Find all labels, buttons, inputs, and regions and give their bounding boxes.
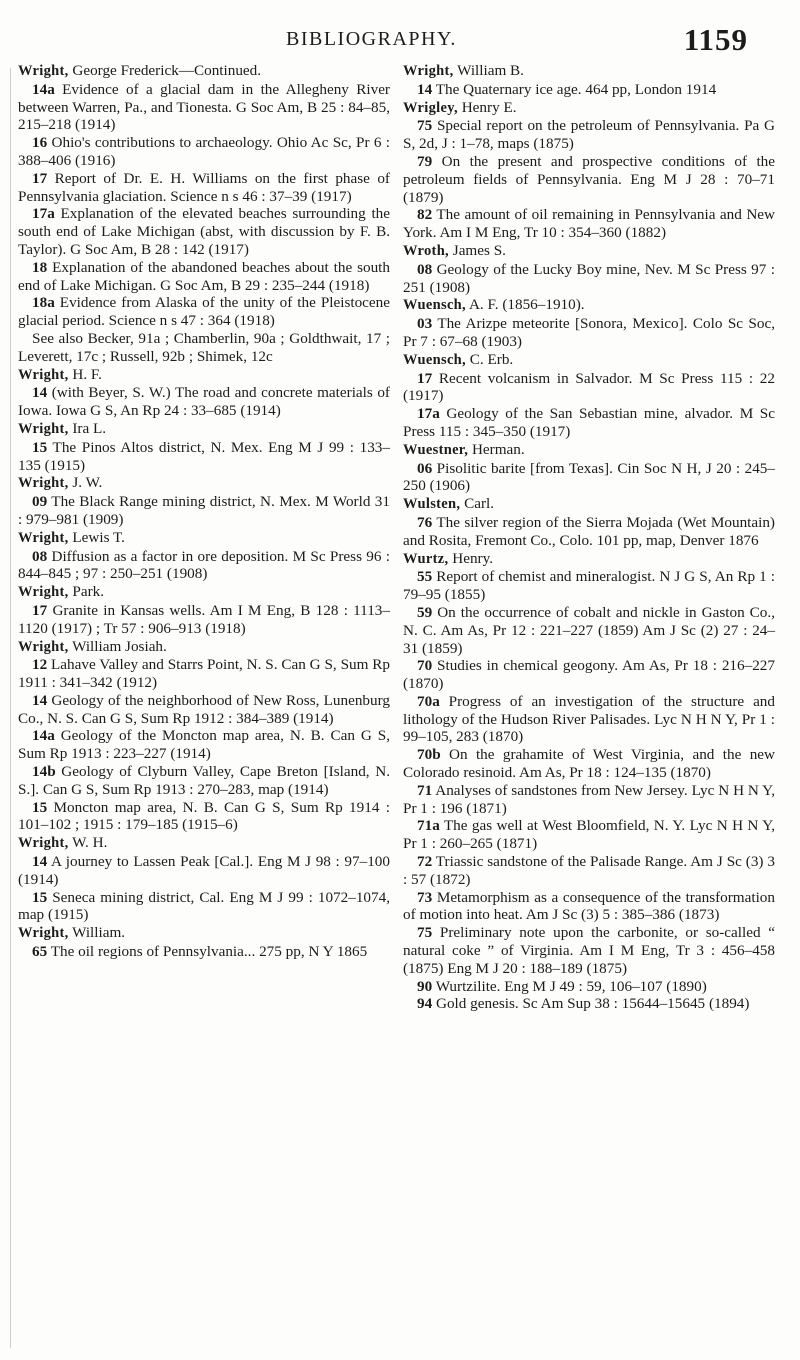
entry-text: Progress of an investigation of the structure and lithology of the Hudson River Palisades. Lyc N H N Y, Pr 1 : 99–105, 283 (1870) — [403, 692, 775, 746]
entry-text: Evidence of a glacial dam in the Allegheny River between Warren, Pa., and Tionesta. G Soc Am, B 25 : 84–85, 215–218 (1914) — [18, 80, 390, 134]
author-name: Wuestner, — [403, 441, 469, 458]
entry-number: 70a — [417, 692, 440, 710]
bibliography-entry — [403, 370, 775, 406]
author-heading — [18, 529, 390, 548]
entry-number: 75 — [417, 117, 433, 135]
entry-text: Geology of the Lucky Boy mine, Nev. M Sc Press 97 : 251 (1908) — [403, 260, 775, 296]
author-heading — [18, 924, 390, 943]
entry-number: 72 — [417, 853, 433, 871]
entry-number: 76 — [417, 513, 433, 531]
entry-text: Wurtzilite. Eng M J 49 : 59, 106–107 (1890) — [432, 977, 707, 995]
entry-text: The Arizpe meteorite [Sonora, Mexico]. Colo Sc Soc, Pr 7 : 67–68 (1903) — [403, 315, 775, 350]
entry-text: The Quaternary ice age. 464 pp, London 1914 — [432, 80, 717, 98]
entry-number: 17 — [32, 601, 48, 619]
author-name: Wulsten, — [403, 496, 461, 513]
entry-text: Report of Dr. E. H. Williams on the first phase of Pennsylvania glaciation. Science n s 46 : 37–39 (1917) — [18, 169, 390, 205]
bibliography-entry — [18, 259, 390, 295]
author-name: Wright, — [403, 63, 454, 79]
entry-number: 15 — [32, 798, 48, 816]
entry-number: 14b — [32, 763, 56, 781]
bibliography-entry — [403, 924, 775, 977]
entry-text: Special report on the petroleum of Pennsylvania. Pa G S, 2d, J : 1–78, maps (1875) — [403, 117, 775, 153]
entry-text: A journey to Lassen Peak [Cal.]. Eng M J 98 : 97–100 (1914) — [18, 853, 390, 888]
entry-text: On the present and prospective conditions of the petroleum fields of Pennsylvania. Eng M J 28 : 70–71 (1879) — [403, 152, 775, 206]
author-heading — [18, 583, 390, 602]
author-detail: Carl. — [460, 495, 495, 513]
author-detail: Park. — [68, 583, 105, 601]
bibliography-entry — [403, 693, 775, 746]
author-detail: Herman. — [468, 440, 525, 458]
author-detail: William Josiah. — [68, 637, 167, 655]
entry-number: 71 — [417, 781, 433, 799]
bibliography-entry — [403, 817, 775, 853]
entry-number: 71a — [417, 817, 440, 835]
author-heading — [403, 441, 775, 460]
entry-number: 65 — [32, 943, 48, 961]
bibliography-entry — [403, 853, 775, 889]
author-heading — [403, 296, 775, 315]
entry-number: 90 — [417, 977, 433, 995]
entry-text: Seneca mining district, Cal. Eng M J 99 : 1072–1074, map (1915) — [18, 888, 390, 924]
entry-text: The amount of oil remaining in Pennsylvania and New York. Am I M Eng, Tr 10 : 354–360 (1882) — [403, 206, 775, 242]
bibliography-entry — [18, 548, 390, 584]
entry-text: Geology of the neighborhood of New Ross, Lunenburg Co., N. S. Can G S, Sum Rp 1912 : 384–389 (1914) — [18, 691, 390, 727]
entry-text: The Black Range mining district, N. Mex. M World 31 : 979–981 (1909) — [18, 493, 390, 528]
entry-text: Ohio's contributions to archaeology. Ohio Ac Sc, Pr 6 : 388–406 (1916) — [18, 134, 390, 169]
entry-number: 73 — [417, 888, 433, 906]
entry-text: Preliminary note upon the carbonite, or so-called “ natural coke ” of Virginia. Am I M Eng, Tr 3 : 456–458 (1875) Eng M J 20 : 188–189 (1875) — [403, 924, 775, 977]
entry-text: Report of chemist and mineralogist. N J G S, An Rp 1 : 79–95 (1855) — [403, 568, 775, 604]
right-column — [403, 62, 775, 1013]
author-heading — [18, 62, 390, 81]
bibliography-entry — [18, 656, 390, 692]
bibliography-entry — [403, 405, 775, 441]
bibliography-entry — [403, 746, 775, 782]
bibliography-entry — [18, 205, 390, 258]
entry-number: 79 — [417, 152, 433, 170]
entry-number: 15 — [32, 888, 48, 906]
entry-number: 75 — [417, 924, 433, 942]
bibliography-entry — [18, 493, 390, 529]
author-name: Wuensch, — [403, 297, 466, 314]
entry-text: The oil regions of Pennsylvania... 275 pp, N Y 1865 — [47, 943, 368, 961]
author-name: Wright, — [18, 638, 69, 655]
entry-number: 15 — [32, 438, 48, 456]
bibliography-entry — [403, 782, 775, 818]
bibliography-entry — [18, 943, 390, 961]
bibliography-entry — [18, 384, 390, 420]
bibliography-entry — [403, 315, 775, 351]
author-name: Wright, — [18, 475, 69, 492]
author-name: Wright, — [18, 835, 69, 852]
entry-number: 55 — [417, 568, 433, 586]
see-also-note — [18, 330, 390, 366]
author-detail: George Frederick—Continued. — [68, 62, 262, 79]
left-column — [18, 62, 390, 961]
entry-number: 14 — [32, 384, 48, 402]
bibliography-entry — [403, 995, 775, 1013]
author-name: Wurtz, — [403, 550, 449, 567]
author-detail: Ira L. — [68, 419, 107, 437]
entry-number: 94 — [417, 995, 433, 1013]
author-name: Wright, — [18, 420, 69, 437]
bibliography-entry — [403, 117, 775, 153]
author-heading — [18, 420, 390, 439]
entry-number: 18 — [32, 258, 48, 276]
bibliography-entry — [18, 294, 390, 330]
author-name: Wuensch, — [403, 351, 466, 368]
author-name: Wroth, — [403, 242, 449, 259]
bibliography-entry — [403, 153, 775, 206]
bibliography-entry — [18, 602, 390, 638]
entry-number: 70 — [417, 657, 433, 675]
entry-text: Diffusion as a factor in ore deposition. M Sc Press 96 : 844–845 ; 97 : 250–251 (1908) — [18, 547, 390, 583]
entry-text: Recent volcanism in Salvador. M Sc Press 115 : 22 (1917) — [403, 369, 775, 405]
bibliography-entry — [18, 692, 390, 728]
entry-number: 18a — [32, 294, 55, 312]
author-detail: Lewis T. — [68, 528, 125, 546]
bibliography-entry — [18, 727, 390, 763]
bibliography-entry — [18, 170, 390, 206]
entry-number: 16 — [32, 134, 48, 152]
entry-number: 09 — [32, 493, 48, 511]
entry-number: 14 — [417, 80, 433, 98]
entry-number: 17a — [417, 405, 440, 423]
author-name: Wright, — [18, 529, 69, 546]
bibliography-entry — [403, 514, 775, 550]
author-name: Wright, — [18, 63, 69, 79]
author-detail: A. F. (1856–1910). — [465, 296, 585, 314]
running-head: BIBLIOGRAPHY. — [286, 28, 457, 50]
entry-number: 59 — [417, 603, 433, 621]
entry-text: Gold genesis. Sc Am Sup 38 : 15644–15645 (1894) — [432, 995, 750, 1013]
bibliography-entry — [18, 763, 390, 799]
entry-number: 17 — [32, 169, 48, 187]
entry-number: 14a — [32, 80, 55, 98]
entry-number: 82 — [417, 206, 433, 224]
entry-text: Geology of the Moncton map area, N. B. Can G S, Sum Rp 1913 : 223–227 (1914) — [18, 727, 390, 763]
author-heading — [18, 366, 390, 385]
bibliography-entry — [18, 799, 390, 835]
entry-number: 17 — [417, 369, 433, 387]
entry-text: The Pinos Altos district, N. Mex. Eng M J 99 : 133–135 (1915) — [18, 438, 390, 474]
bibliography-entry — [18, 889, 390, 925]
entry-number: 12 — [32, 656, 48, 674]
bibliography-entry — [403, 206, 775, 242]
bibliography-entry — [403, 261, 775, 297]
entry-text: On the grahamite of West Virginia, and the new Colorado resinoid. Am As, Pr 18 : 124–135 (1870) — [403, 746, 775, 782]
entry-number: 17a — [32, 205, 55, 223]
entry-text: Evidence from Alaska of the unity of the Pleistocene glacial period. Science n s 47 : 364 (1918) — [18, 294, 390, 330]
bibliography-entry — [403, 978, 775, 996]
page-header — [0, 16, 800, 56]
entry-text: Metamorphism as a consequence of the transformation of motion into heat. Am J Sc (3) 5 : 385–386 (1873) — [403, 888, 775, 924]
author-heading — [403, 550, 775, 569]
author-detail: William B. — [453, 62, 524, 79]
author-detail: William. — [68, 924, 126, 942]
entry-text: The gas well at West Bloomfield, N. Y. Lyc N H N Y, Pr 1 : 260–265 (1871) — [403, 817, 775, 853]
entry-text: Geology of the San Sebastian mine, alvador. M Sc Press 115 : 345–350 (1917) — [403, 405, 775, 440]
bibliography-entry — [403, 460, 775, 496]
author-heading — [403, 99, 775, 118]
entry-text: Pisolitic barite [from Texas]. Cin Soc N H, J 20 : 245–250 (1906) — [403, 459, 775, 495]
entry-text: The silver region of the Sierra Mojada (Wet Mountain) and Rosita, Fremont Co., Colo. 101 pp, map, Denver 1876 — [403, 513, 775, 549]
entry-number: 06 — [417, 459, 433, 477]
entry-text: Lahave Valley and Starrs Point, N. S. Can G S, Sum Rp 1911 : 341–342 (1912) — [18, 656, 390, 692]
bibliography-entry — [403, 657, 775, 693]
entry-text: Moncton map area, N. B. Can G S, Sum Rp 1914 : 101–102 ; 1915 : 179–185 (1915–6) — [18, 798, 390, 834]
bibliography-entry — [403, 604, 775, 657]
entry-text: (with Beyer, S. W.) The road and concrete materials of Iowa. Iowa G S, An Rp 24 : 33–685 (1914) — [18, 384, 390, 420]
bibliography-entry — [403, 568, 775, 604]
author-heading — [18, 638, 390, 657]
author-detail: James S. — [448, 241, 506, 259]
page-number: 1159 — [683, 22, 748, 57]
entry-text: Explanation of the elevated beaches surrounding the south end of Lake Michigan (abst, with discussion by F. B. Taylor). G Soc Am, B 28 : 142 (1917) — [18, 205, 390, 258]
bibliography-entry — [18, 134, 390, 170]
bibliography-entry — [18, 81, 390, 134]
author-heading — [18, 474, 390, 493]
author-detail: Henry E. — [457, 98, 517, 116]
entry-number: 14 — [32, 691, 48, 709]
author-heading — [18, 834, 390, 853]
author-detail: C. Erb. — [465, 350, 514, 368]
entry-text: Explanation of the abandoned beaches about the south end of Lake Michigan. G Soc Am, B 29 : 235–244 (1918) — [18, 258, 390, 294]
author-heading — [403, 62, 775, 81]
see-also-text: See also Becker, 91a ; Chamberlin, 90a ; Goldthwait, 17 ; Leverett, 17c ; Russell, 92b ; Shimek, 12c — [18, 329, 390, 365]
author-detail: W. H. — [68, 834, 108, 852]
author-detail: H. F. — [68, 365, 102, 383]
author-name: Wright, — [18, 584, 69, 601]
bibliography-entry — [18, 439, 390, 475]
author-detail: Henry. — [448, 549, 493, 567]
author-heading — [403, 242, 775, 261]
entry-number: 14 — [32, 853, 48, 871]
entry-text: Geology of Clyburn Valley, Cape Breton [Island, N. S.]. Can G S, Sum Rp 1913 : 270–283, map (1914) — [18, 763, 390, 798]
author-detail: J. W. — [68, 474, 103, 492]
bibliography-entry — [18, 853, 390, 889]
entry-text: Granite in Kansas wells. Am I M Eng, B 128 : 1113–1120 (1917) ; Tr 57 : 906–913 (1918) — [18, 601, 390, 637]
entry-text: Studies in chemical geogony. Am As, Pr 18 : 216–227 (1870) — [403, 657, 775, 693]
bibliography-entry — [403, 81, 775, 99]
entry-text: On the occurrence of cobalt and nickle in Gaston Co., N. C. Am As, Pr 12 : 221–227 (1859) Am J Sc (2) 27 : 24–31 (1859) — [403, 603, 775, 657]
entry-number: 08 — [32, 547, 48, 565]
author-heading — [403, 351, 775, 370]
margin-rule — [10, 68, 11, 1348]
author-name: Wright, — [18, 925, 69, 942]
entry-text: Analyses of sandstones from New Jersey. Lyc N H N Y, Pr 1 : 196 (1871) — [403, 781, 775, 817]
entry-number: 08 — [417, 260, 433, 278]
author-heading — [403, 495, 775, 514]
entry-number: 70b — [417, 746, 441, 764]
entry-text: Triassic sandstone of the Palisade Range. Am J Sc (3) 3 : 57 (1872) — [403, 853, 775, 888]
author-name: Wrigley, — [403, 99, 458, 116]
bibliography-entry — [403, 889, 775, 925]
entry-number: 03 — [417, 315, 433, 333]
entry-number: 14a — [32, 727, 55, 745]
author-name: Wright, — [18, 366, 69, 383]
